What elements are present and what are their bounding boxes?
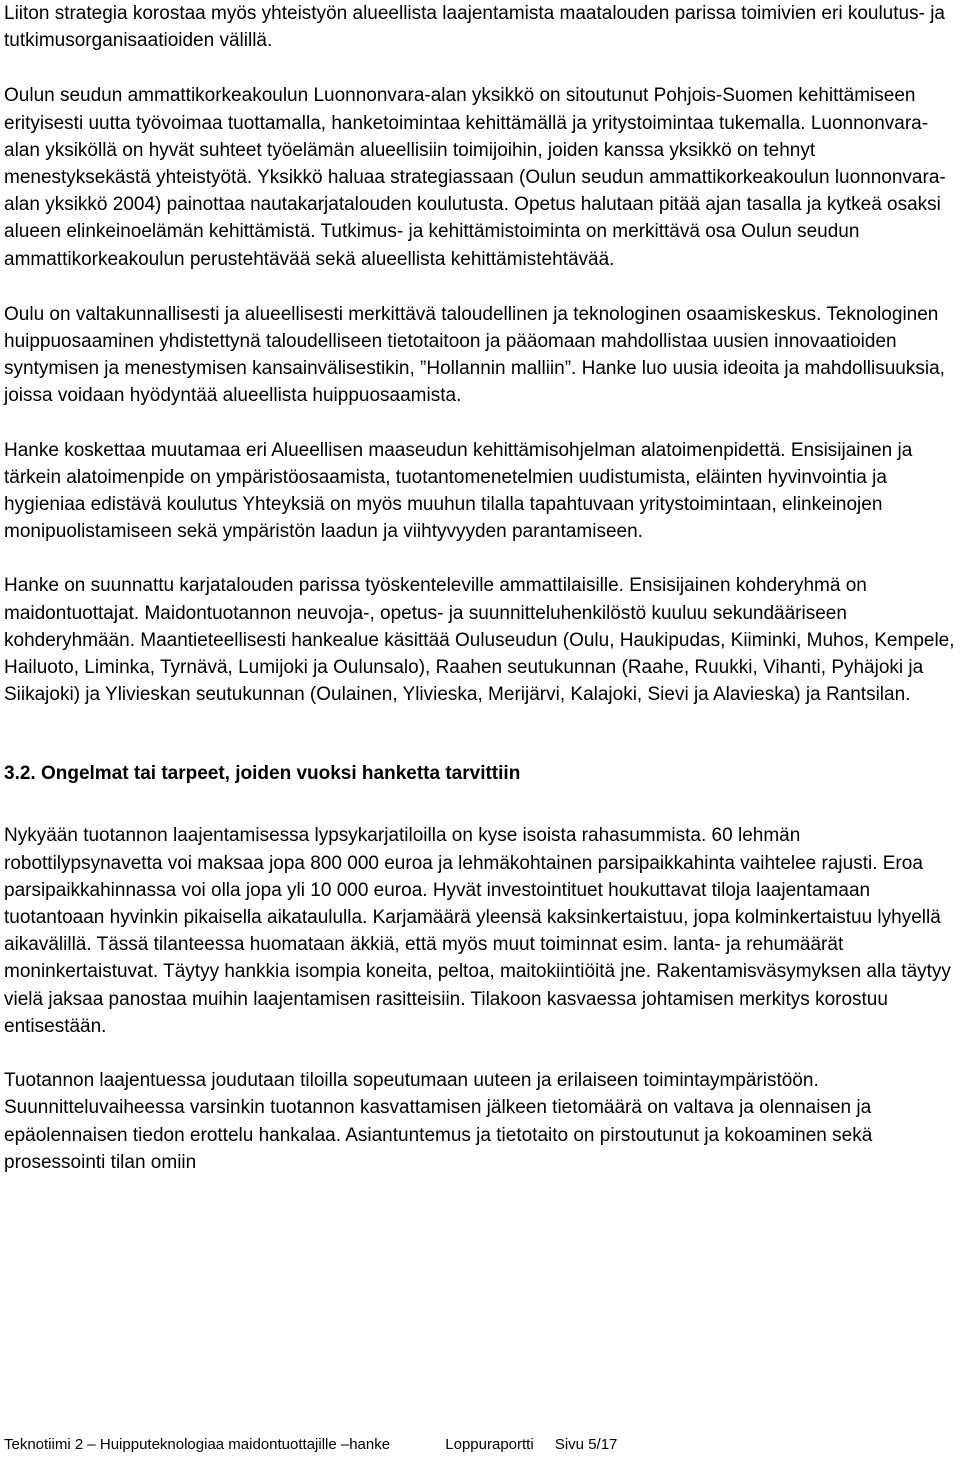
- page-footer: [4, 1436, 617, 1454]
- paragraph-programme: Hanke koskettaa muutamaa eri Alueellisen maaseudun kehittämisohjelman alatoimenpidettä. Ensisijainen ja tärkein alatoimenpide on ympäristöosaamista, tuotantomenetelmien uudistumista, eläinten hyvinvointia ja hygieniaa edistävä koulutus Yhteyksiä on myös muuhun tilalla tapahtuvaan yritystoimintaan, elinkeinojen monipuolistamiseen sekä ympäristön laadun ja viihtyvyyden parantamiseen.: [4, 439, 913, 543]
- footer-page-number: Sivu 5/17: [554, 1436, 618, 1453]
- paragraph-strategy: Liiton strategia korostaa myös yhteistyön alueellista laajentamista maatalouden parissa toimivien eri koulutus- ja tutkimusorganisaatioiden välillä.: [4, 3, 945, 52]
- footer-project: Teknotiimi 2 – Huipputeknologiaa maidontuottajille –hanke: [4, 1436, 391, 1453]
- paragraph-target-group: Hanke on suunnattu karjatalouden parissa työskenteleville ammattilaisille. Ensisijainen kohderyhmä on maidontuottajat. Maidontuotannon neuvoja-, opetus- ja suunnitteluhenkilöstö kuuluu sekundääriseen kohderyhmään. Maantieteellisesti hankealue käsittää Ouluseudun (Oulu, Haukipudas, Kiiminki, Muhos, Kempele, Hailuoto, Liminka, Tyrnävä, Lumijoki ja Oulunsalo), Raahen seutukunnan (Raahe, Ruukki, Vihanti, Pyhäjoki ja Siikajoki) ja Ylivieskan seutukunnan (Oulainen, Ylivieska, Merijärvi, Kalajoki, Sievi ja Alavieska) ja Rantsilan.: [4, 575, 955, 706]
- paragraph-problems: Nykyään tuotannon laajentamisessa lypsykarjatiloilla on kyse isoista rahasummista. 60 lehmän robottilypsynavetta voi maksaa jopa 800 000 euroa ja lehmäkohtainen parsipaikkahinta vaihtelee rajusti. Eroa parsipaikkahinnassa voi olla jopa yli 10 000 euroa. Hyvät investointituet houkuttavat tiloja laajentamaan tuotantoaan hyvinkin pikaisella aikataululla. Karjamäärä yleensä kaksinkertaistuu, jopa kolminkertaistuu lyhyellä aikavälillä. Tässä tilanteessa huomataan äkkiä, että myös muut toiminnat esim. lanta- ja rehumäärät moninkertaistuvat. Täytyy hankkia isompia koneita, peltoa, maitokiintiöitä jne. Rakentamisväsymyksen alla täytyy vielä jaksaa panostaa muihin laajentamisen rasitteisiin. Tilakoon kasvaessa johtamisen merkitys korostuu entisestään.: [4, 825, 951, 1037]
- section-heading: 3.2. Ongelmat tai tarpeet, joiden vuoksi hanketta tarvittiin: [4, 763, 521, 785]
- document-page: [4, 0, 956, 1176]
- footer-report: Loppuraportti: [445, 1436, 534, 1453]
- paragraph-expansion: Tuotannon laajentuessa joudutaan tiloilla sopeutumaan uuteen ja erilaiseen toimintaympäristöön. Suunnitteluvaiheessa varsinkin tuotannon kasvattamisen jälkeen tietomäärä on valtava ja olennaisen ja epäolennaisen tiedon erottelu hankalaa. Asiantuntemus ja tietotaito on pirstoutunut ja kokoaminen sekä prosessointi tilan omiin: [4, 1070, 873, 1173]
- paragraph-oulu: Oulu on valtakunnallisesti ja alueellisesti merkittävä taloudellinen ja teknologinen osaamiskeskus. Teknologinen huippuosaaminen yhdistettynä taloudelliseen tietotaitoon ja pääomaan mahdollistaa uusien innovaatioiden syntymisen ja menestymisen kansainvälisestikin, ”Hollannin malliin”. Hanke luo uusia ideoita ja mahdollisuuksia, joissa voidaan hyödyntää alueellista huippuosaamista.: [4, 303, 945, 407]
- paragraph-oamk: Oulun seudun ammattikorkeakoulun Luonnonvara-alan yksikkö on sitoutunut Pohjois-Suomen kehittämiseen erityisesti uutta työvoimaa tuottamalla, hanketoimintaa kehittämällä ja yritystoimintaa tukemalla. Luonnonvara-alan yksiköllä on hyvät suhteet työelämän alueellisiin toimijoihin, joiden kanssa yksikkö on tehnyt menestyksekästä yhteistyötä. Yksikkö haluaa strategiassaan (Oulun seudun ammattikorkeakoulun luonnonvara-alan yksikkö 2004) painottaa nautakarjatalouden koulutusta. Opetus halutaan pitää ajan tasalla ja kytkeä osaksi alueen elinkeinoelämän kehittämistä. Tutkimus- ja kehittämistoiminta on merkittävä osa Oulun seudun ammattikorkeakoulun perustehtävää sekä alueellista kehittämistehtävää.: [4, 85, 946, 270]
